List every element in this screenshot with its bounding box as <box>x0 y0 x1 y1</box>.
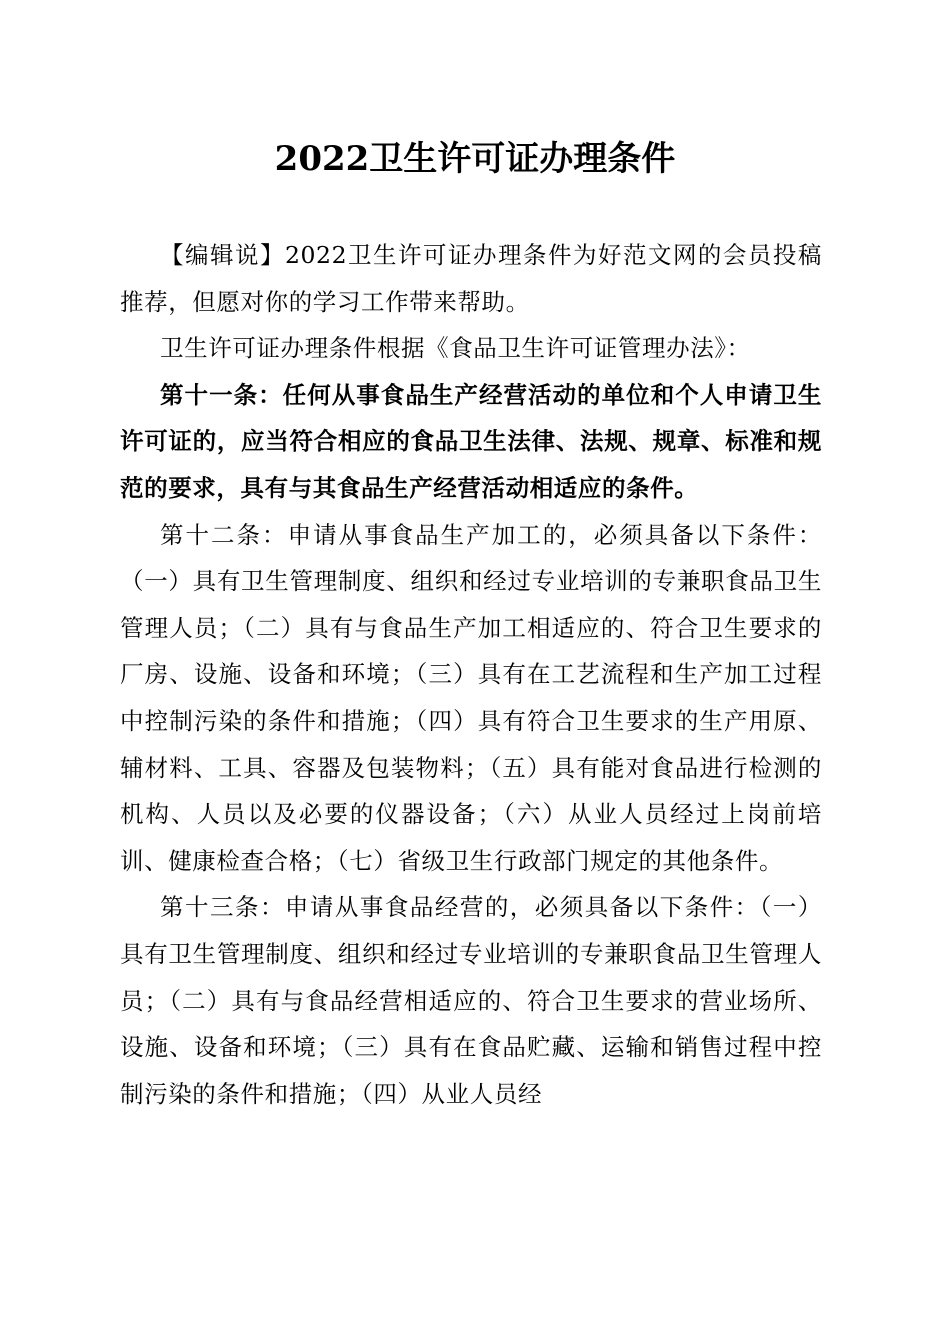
document-title: 2022卫生许可证办理条件 <box>274 139 676 179</box>
article-11-paragraph: 第十一条：任何从事食品生产经营活动的单位和个人申请卫生许可证的，应当符合相应的食品卫生法律、法规、规章、标准和规范的要求，具有与其食品生产经营活动相适应的条件。 <box>120 380 822 502</box>
editor-note-paragraph: 【编辑说】2022卫生许可证办理条件为好范文网的会员投稿推荐，但愿对你的学习工作带来帮助。 <box>120 241 822 316</box>
basis-paragraph: 卫生许可证办理条件根据《食品卫生许可证管理办法》： <box>160 334 751 363</box>
document-body <box>120 232 822 1117</box>
article-13-paragraph: 第十三条：申请从事食品经营的，必须具备以下条件：（一）具有卫生管理制度、组织和经过专业培训的专兼职食品卫生管理人员；（二）具有与食品经营相适应的、符合卫生要求的营业场所、设施、设备和环境；（三）具有在食品贮藏、运输和销售过程中控制污染的条件和措施；（四）从业人员经 <box>120 893 822 1108</box>
article-12-paragraph: 第十二条：申请从事食品生产加工的，必须具备以下条件：（一）具有卫生管理制度、组织和经过专业培训的专兼职食品卫生管理人员；（二）具有与食品生产加工相适应的、符合卫生要求的厂房、设施、设备和环境；（三）具有在工艺流程和生产加工过程中控制污染的条件和措施；（四）具有符合卫生要求的生产用原、辅材料、工具、容器及包装物料；（五）具有能对食品进行检测的机构、人员以及必要的仪器设备；（六）从业人员经过上岗前培训、健康检查合格；（七）省级卫生行政部门规定的其他条件。 <box>120 520 822 875</box>
